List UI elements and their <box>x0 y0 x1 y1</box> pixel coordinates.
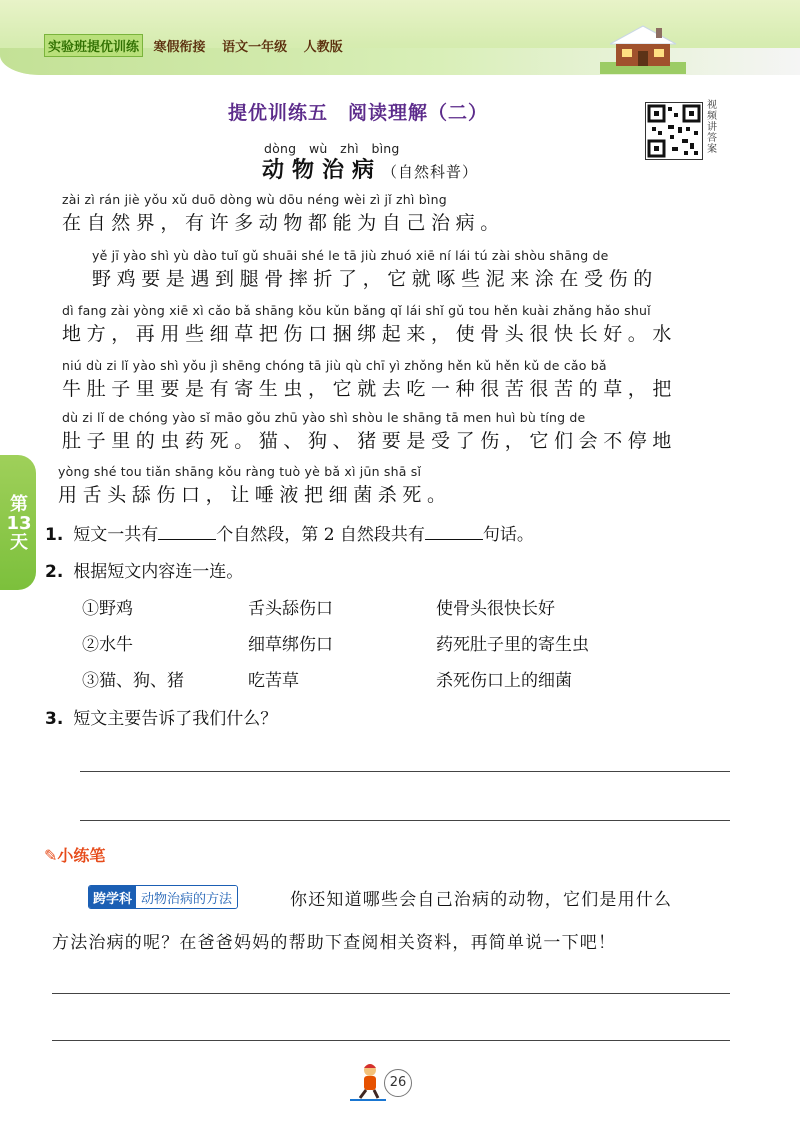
house-icon <box>600 22 686 74</box>
day-side-tab <box>0 455 36 590</box>
series-title <box>44 34 355 57</box>
question-text: 短文主要告诉了我们什么？ <box>73 709 278 729</box>
tag-subject: 跨学科 <box>89 886 136 908</box>
match-result[interactable]: 使骨头很快长好 <box>436 599 555 619</box>
question-1 <box>45 520 534 545</box>
question-text: 个自然段，第 2 自然段共有 <box>216 525 425 545</box>
series-part: 语文一年级 <box>222 40 288 55</box>
tag-topic: 动物治病的方法 <box>136 886 237 908</box>
qr-caption: 视频讲答案 <box>707 100 717 155</box>
match-animal[interactable]: ②水牛 <box>82 635 133 655</box>
question-number: 3. <box>45 709 64 729</box>
cross-subject-tag <box>88 885 238 909</box>
series-part: 寒假衔接 <box>153 40 206 55</box>
passage-line: 在自然界，有许多动物都能为自己治病。 <box>62 212 505 234</box>
answer-line[interactable] <box>80 820 730 821</box>
question-number: 1. <box>45 525 64 545</box>
passage-line: 野鸡要是遇到腿骨摔折了，它就啄些泥来涂在受伤的 <box>92 268 658 290</box>
story-title <box>262 153 478 184</box>
match-result[interactable]: 药死肚子里的寄生虫 <box>436 635 589 655</box>
passage-pinyin: yòng shé tou tiǎn shāng kǒu ràng tuò yè bǎ xì jūn shā sǐ <box>58 464 422 479</box>
answer-blank[interactable] <box>425 523 483 540</box>
passage-pinyin: niú dù zi lǐ yào shì yǒu jì shēng chóng tā jiù qù chī yì zhǒng hěn kǔ hěn kǔ de cǎo bǎ <box>62 358 607 373</box>
answer-blank[interactable] <box>158 523 216 540</box>
page-title: 提优训练五 阅读理解（二） <box>228 102 489 124</box>
answer-line[interactable] <box>52 993 730 994</box>
match-animal[interactable]: ①野鸡 <box>82 599 133 619</box>
passage-pinyin: zài zì rán jiè yǒu xǔ duō dòng wù dōu néng wèi zì jǐ zhì bìng <box>62 192 447 207</box>
passage-line: 用舌头舔伤口，让唾液把细菌杀死。 <box>58 484 452 506</box>
passage-line: 牛肚子里要是有寄生虫，它就去吃一种很苦很苦的草，把 <box>62 378 678 400</box>
question-text: 句话。 <box>482 525 534 545</box>
question-text: 短文一共有 <box>73 525 159 545</box>
match-action[interactable]: 细草绑伤口 <box>248 635 333 655</box>
qr-code-icon[interactable] <box>645 102 703 160</box>
question-number: 2. <box>45 562 64 582</box>
passage-pinyin: dù zi lǐ de chóng yào sǐ māo gǒu zhū yào shì shòu le shāng tā men huì bù tíng de <box>62 410 586 425</box>
page-number: 26 <box>384 1069 412 1097</box>
story-title-pinyin: dòng wù zhì bìng <box>264 141 400 156</box>
passage-pinyin: dì fang zài yòng xiē xì cǎo bǎ shāng kǒu kǔn bǎng qǐ lái shǐ gǔ tou hěn kuài zhǎng hǎo shuǐ <box>62 303 651 318</box>
passage-line: 地方，再用些细草把伤口捆绑起来，使骨头很快长好。水 <box>62 323 678 345</box>
passage-pinyin: yě jī yào shì yù dào tuǐ gǔ shuāi shé le tā jiù zhuó xiē ní lái tú zài shòu shāng de <box>92 248 609 263</box>
brand-label: 实验班提优训练 <box>44 34 143 57</box>
story-title-note: （自然科普） <box>382 163 479 181</box>
match-action[interactable]: 舌头舔伤口 <box>248 599 333 619</box>
match-action[interactable]: 吃苦草 <box>248 671 299 691</box>
pencil-icon: ✎ <box>44 846 58 865</box>
question-text: 根据短文内容连一连。 <box>73 562 244 582</box>
answer-line[interactable] <box>52 1040 730 1041</box>
answer-line[interactable] <box>80 771 730 772</box>
day-label: 第13天 <box>6 494 32 553</box>
question-3 <box>45 704 277 729</box>
match-result[interactable]: 杀死伤口上的细菌 <box>436 671 572 691</box>
practice-heading <box>44 843 105 866</box>
passage-line: 肚子里的虫药死。猫、狗、猪要是受了伤，它们会不停地 <box>62 430 678 452</box>
story-title-text: 动物治病 <box>262 157 383 183</box>
question-2 <box>45 557 243 582</box>
series-part: 人教版 <box>303 40 343 55</box>
practice-heading-text: 小练笔 <box>57 846 106 865</box>
practice-prompt: 方法治病的呢？在爸爸妈妈的帮助下查阅相关资料，再简单说一下吧！ <box>52 933 617 953</box>
match-animal[interactable]: ③猫、狗、猪 <box>82 671 184 691</box>
practice-prompt: 你还知道哪些会自己治病的动物，它们是用什么 <box>290 890 673 910</box>
